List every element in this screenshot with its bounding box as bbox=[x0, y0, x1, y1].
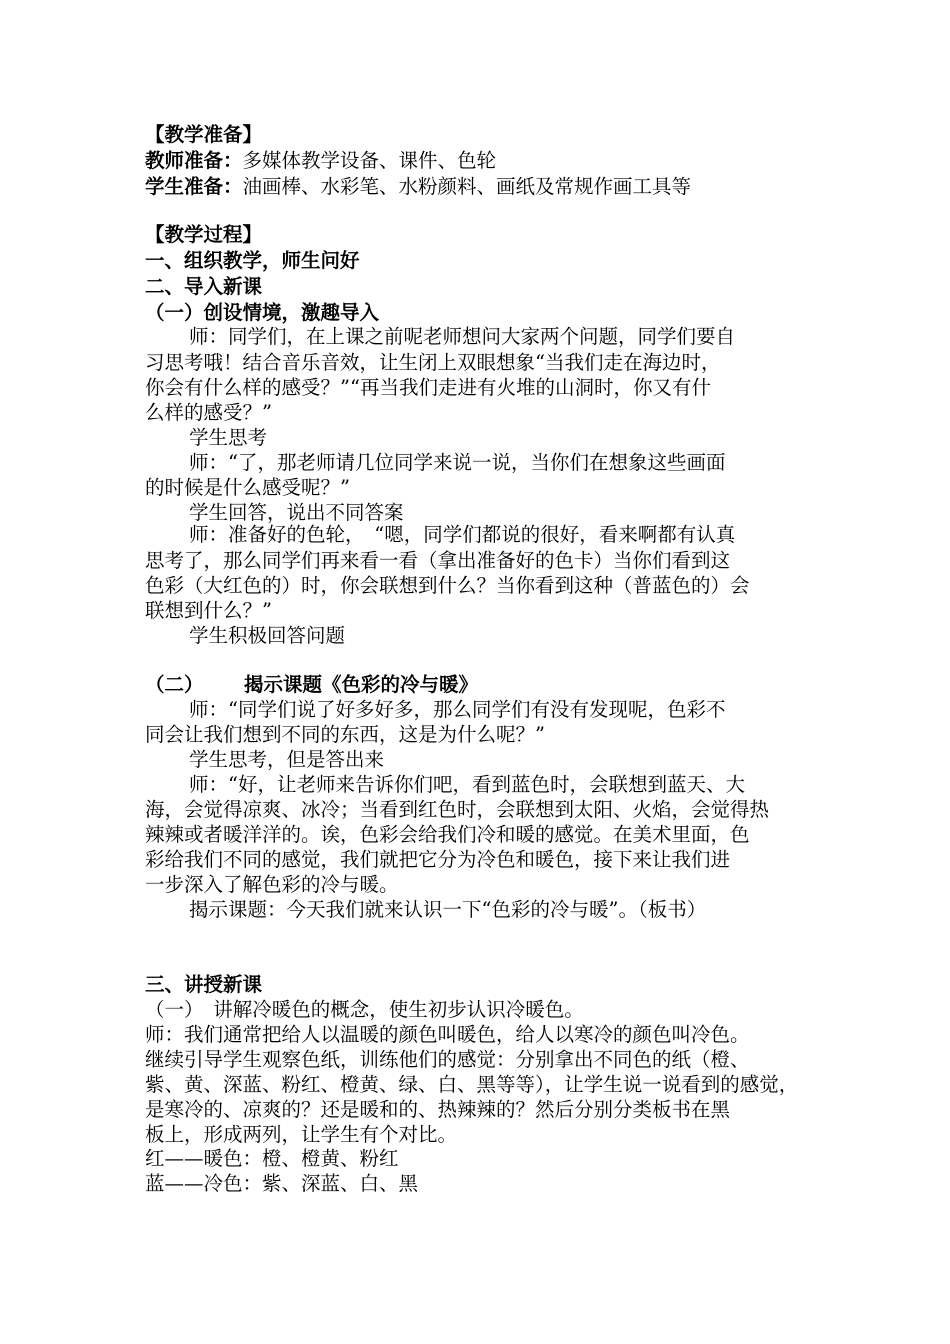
paragraph-line: 习思考哦！结合音乐音效，让生闭上双眼想象“当我们走在海边时， bbox=[145, 351, 721, 374]
step1-heading: 一、组织教学，师生问好 bbox=[145, 249, 360, 272]
paragraph-line: 你会有什么样的感受？”“再当我们走进有火堆的山洞时，你又有什 bbox=[145, 376, 711, 399]
teacher-prep-label: 教师准备： bbox=[145, 149, 243, 172]
paragraph-line: 师：“好，让老师来告诉你们吧，看到蓝色时，会联想到蓝天、大 bbox=[189, 773, 745, 796]
paragraph-line: 色彩（大红色的）时，你会联想到什么？当你看到这种（普蓝色的）会 bbox=[145, 574, 750, 597]
paragraph-line: 学生回答，说出不同答案 bbox=[189, 501, 404, 524]
paragraph-line: 紫、黄、深蓝、粉红、橙黄、绿、白、黑等等），让学生说一说看到的感觉， bbox=[145, 1073, 799, 1096]
student-prep-text: 油画棒、水彩笔、水粉颜料、画纸及常规作画工具等 bbox=[242, 175, 692, 198]
process-heading: 【教学过程】 bbox=[145, 223, 263, 246]
warm-color-list: 红——暖色：橙、橙黄、粉红 bbox=[145, 1147, 399, 1170]
paragraph-line: 联想到什么？” bbox=[145, 599, 272, 622]
paragraph-line: 么样的感受？” bbox=[145, 401, 272, 424]
teacher-prep-text: 多媒体教学设备、课件、色轮 bbox=[242, 149, 497, 172]
paragraph-line: 海，会觉得凉爽、冰冷；当看到红色时，会联想到太阳、火焰，会觉得热 bbox=[145, 798, 770, 821]
paragraph-line: 学生思考，但是答出来 bbox=[189, 748, 385, 771]
teacher-prep-line bbox=[145, 148, 496, 174]
step2-heading: 二、导入新课 bbox=[145, 275, 263, 298]
paragraph-line: 是寒冷的、凉爽的？还是暖和的、热辣辣的？然后分别分类板书在黑 bbox=[145, 1098, 731, 1121]
paragraph-line: 学生积极回答问题 bbox=[189, 624, 346, 647]
paragraph-line: 师：“了，那老师请几位同学来说一说，当你们在想象这些画面 bbox=[189, 451, 726, 474]
paragraph-line: 彩给我们不同的感觉，我们就把它分为冷色和暖色，接下来让我们进 bbox=[145, 848, 731, 871]
sub3-title: （一） 讲解冷暖色的概念，使生初步认识冷暖色。 bbox=[145, 998, 584, 1021]
paragraph-line: 思考了，那么同学们再来看一看（拿出准备好的色卡）当你们看到这 bbox=[145, 549, 731, 572]
paragraph-line: 师：我们通常把给人以温暖的颜色叫暖色，给人以寒冷的颜色叫冷色。 bbox=[145, 1023, 750, 1046]
paragraph-line: 继续引导学生观察色纸，训练他们的感觉：分别拿出不同色的纸（橙、 bbox=[145, 1048, 750, 1071]
prep-heading: 【教学准备】 bbox=[145, 123, 263, 146]
sub2-number: （二） bbox=[145, 673, 204, 696]
student-prep-line bbox=[145, 174, 691, 200]
paragraph-line: 一步深入了解色彩的冷与暖。 bbox=[145, 873, 399, 896]
paragraph-line: 的时候是什么感受呢？” bbox=[145, 476, 350, 499]
paragraph-line: 辣辣或者暖洋洋的。诶，色彩会给我们冷和暖的感觉。在美术里面，色 bbox=[145, 823, 750, 846]
sub2-title: 揭示课题《色彩的冷与暖》 bbox=[244, 673, 479, 696]
paragraph-line: 学生思考 bbox=[189, 426, 268, 449]
paragraph-line: 揭示课题：今天我们就来认识一下“色彩的冷与暖”。（板书） bbox=[189, 898, 707, 921]
sub1-title: （一）创设情境，激趣导入 bbox=[145, 301, 380, 324]
paragraph-line: 师：同学们，在上课之前呢老师想问大家两个问题，同学们要自 bbox=[189, 325, 736, 348]
step3-heading: 三、讲授新课 bbox=[145, 973, 263, 996]
paragraph-line: 板上，形成两列，让学生有个对比。 bbox=[145, 1123, 458, 1146]
paragraph-line: 同会让我们想到不同的东西，这是为什么呢？” bbox=[145, 723, 545, 746]
paragraph-line: 师：准备好的色轮， “嗯，同学们都说的很好，看来啊都有认真 bbox=[189, 523, 736, 546]
cool-color-list: 蓝——冷色：紫、深蓝、白、黑 bbox=[145, 1172, 419, 1195]
student-prep-label: 学生准备： bbox=[145, 175, 243, 198]
paragraph-line: 师：“同学们说了好多好多，那么同学们有没有发现呢，色彩不 bbox=[189, 698, 726, 721]
